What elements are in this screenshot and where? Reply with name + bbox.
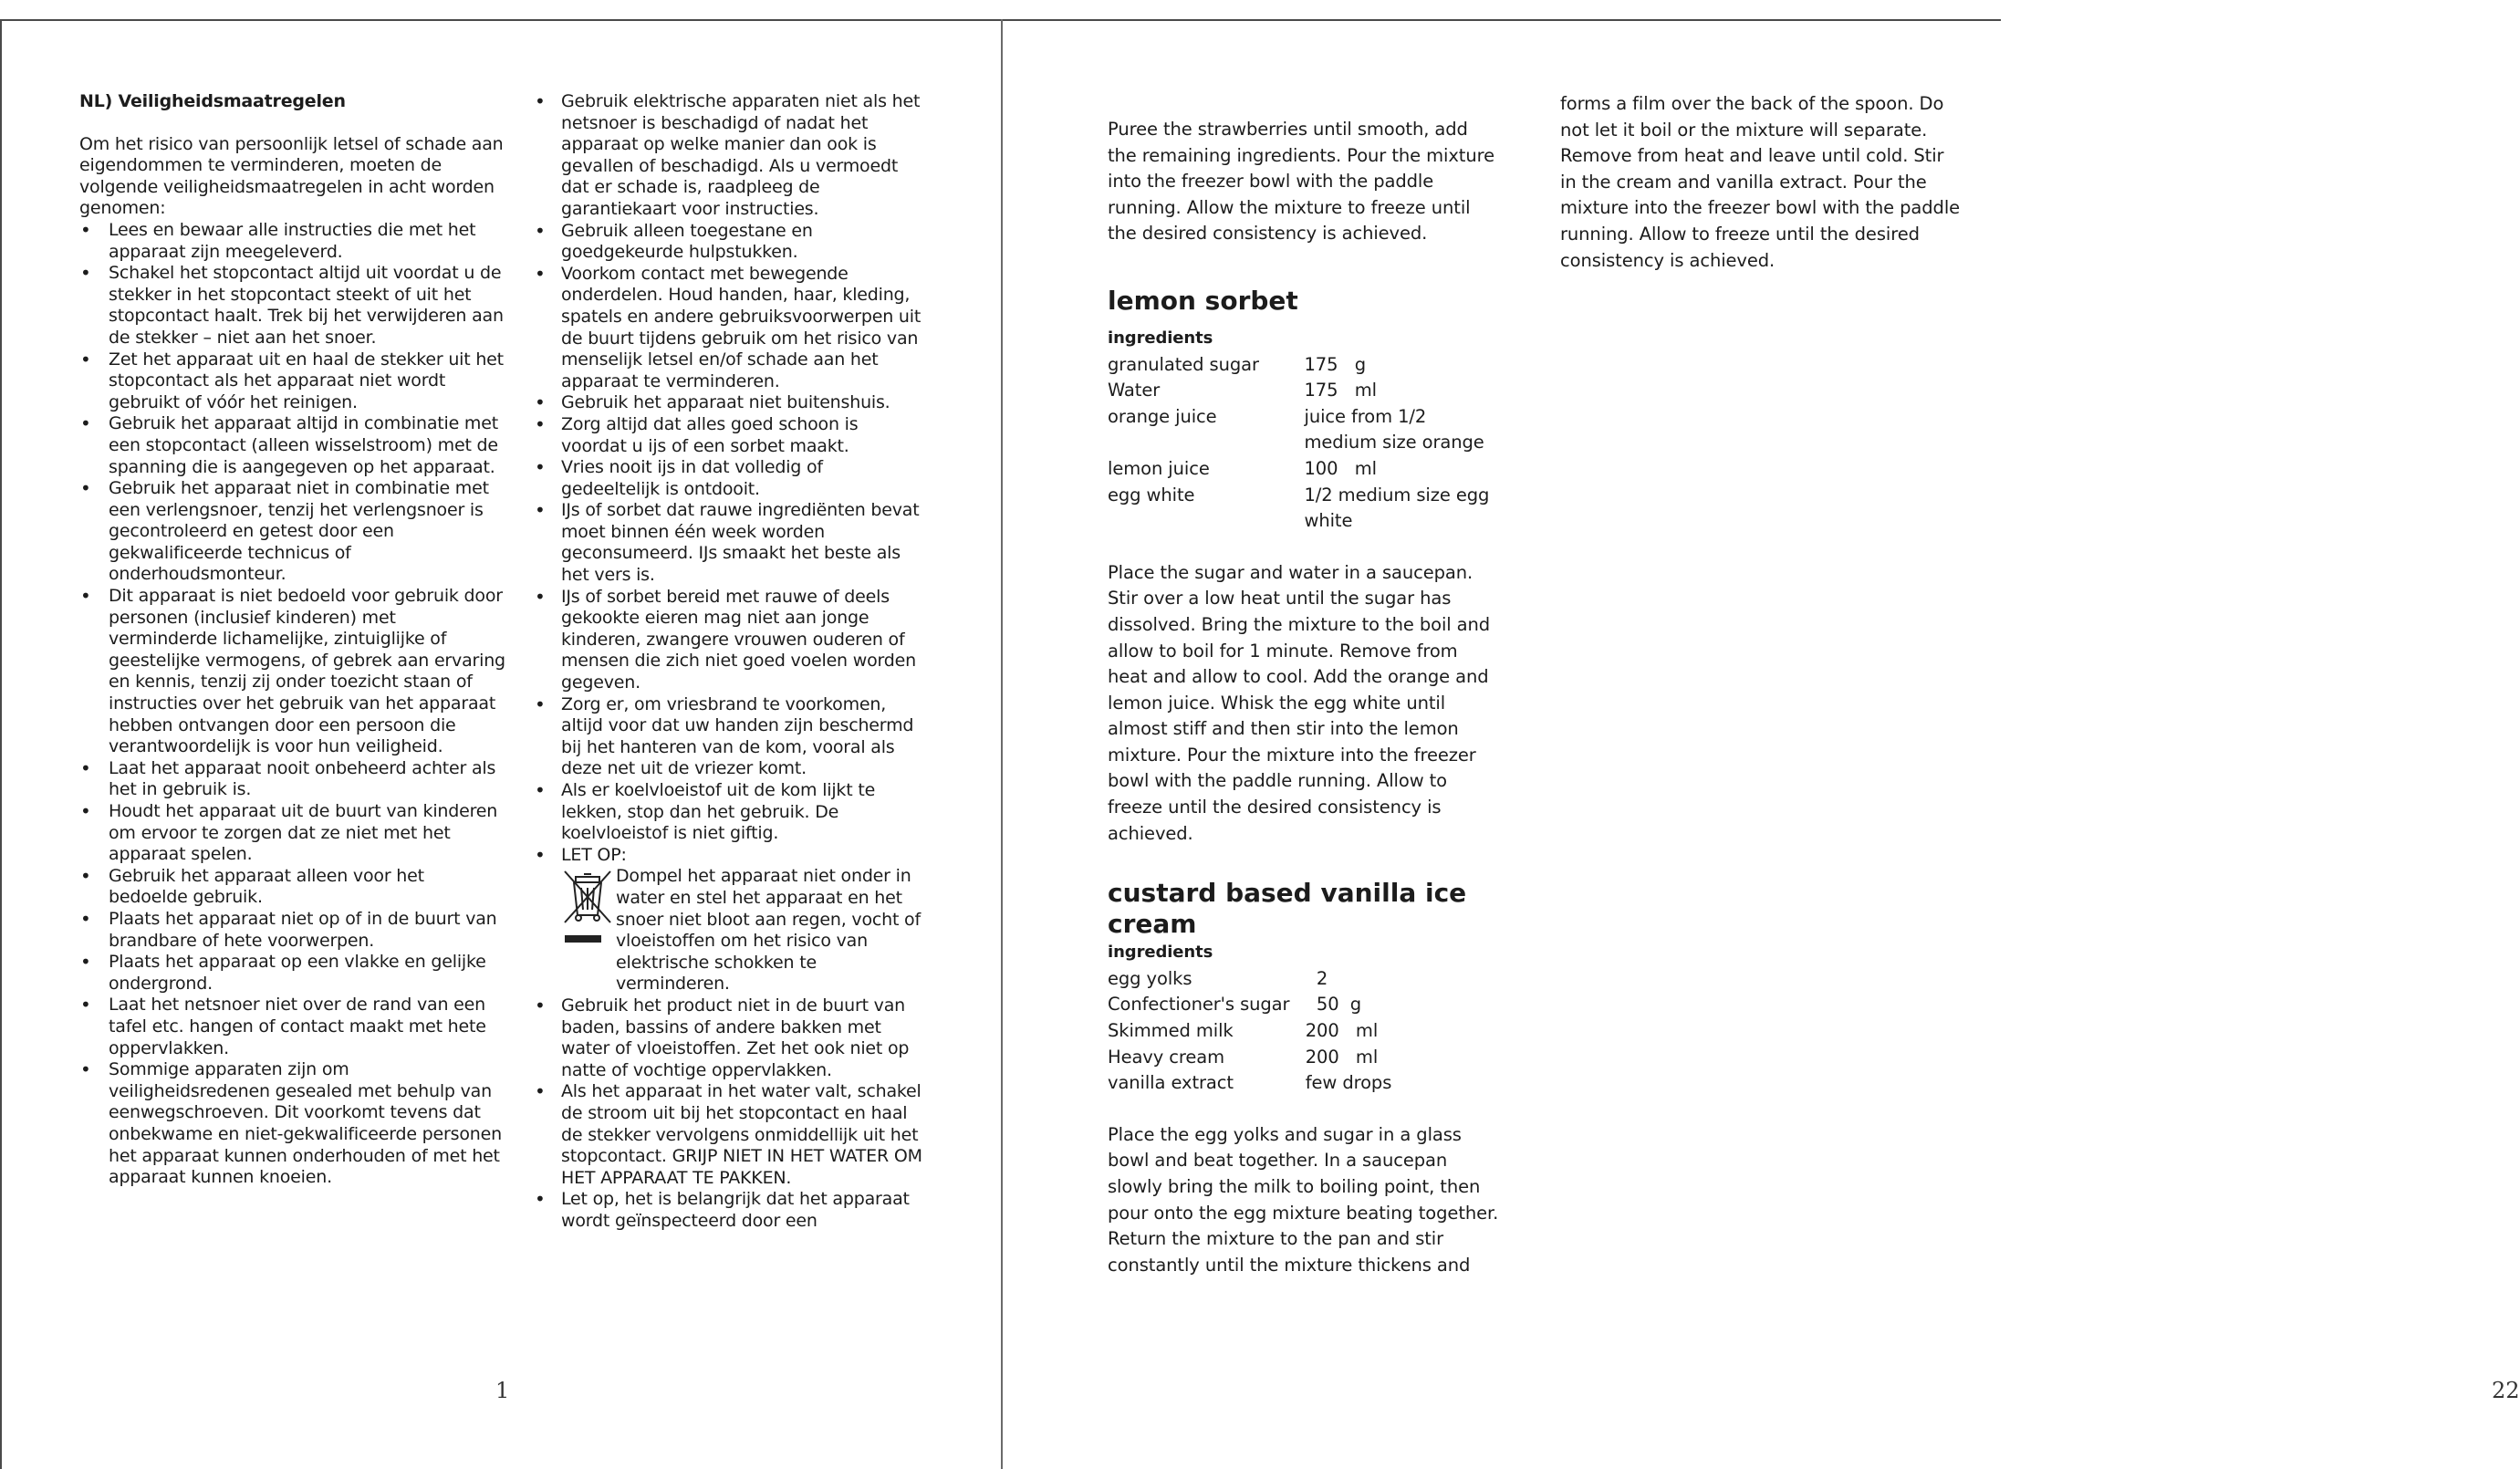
- list-item: • Zorg er, om vriesbrand te voorkomen, altijd voor dat uw handen zijn beschermd bij het hanteren van de kom, vooral als deze net uit de vriezer komt.: [534, 694, 926, 780]
- ingredient-row: [1108, 456, 1500, 483]
- safety-list-1: [79, 220, 508, 1189]
- list-item: • Dit apparaat is niet bedoeld voor gebruik door personen (inclusief kinderen) met verminderde lichamelijke, zintuiglijke of geestelijke vermogens, of gebrek aan ervaring en kennis, tenzij zij onder toezicht staan of instructies over het gebruik van het apparaat hebben ontvangen door een persoon die verantwoordelijk is voor hun veiligheid.: [79, 586, 508, 758]
- intro-paragraph: Om het risico van persoonlijk letsel of schade aan eigendommen te verminderen, moeten de volgende veiligheidsmaatregelen in acht worden genomen:: [79, 133, 504, 219]
- list-item: • Vries nooit ijs in dat volledig of gedeeltelijk is ontdooit.: [534, 457, 926, 500]
- list-item: • Houdt het apparaat uit de buurt van kinderen om ervoor te zorgen dat ze niet met het apparaat spelen.: [79, 801, 508, 866]
- list-item: • Laat het apparaat nooit onbeheerd achter als het in gebruik is.: [79, 758, 508, 801]
- ingredient-amount: 175 g: [1304, 353, 1366, 375]
- ingredient-name: granulated sugar: [1108, 353, 1259, 375]
- lemon-method: Place the sugar and water in a saucepan. Stir over a low heat until the sugar has dissolved. Bring the mixture to the boil and allow to boil for 1 minute. Remove from heat and allow to cool. Add the orange and lemon juice. Whisk the egg white until almost stiff and then stir into the lemon mixture. Pour the mixture into the freezer bowl with the paddle running. Allow to freeze until the desired consistency is achieved.: [1108, 561, 1491, 844]
- list-item: • Sommige apparaten zijn om veiligheidsredenen gesealed met behulp van eenwegschroeven. Dit voorkomt tevens dat onbekwame en niet-gekwalificeerde personen het apparaat kunnen onderhouden of met het apparaat kunnen knoeien.: [79, 1059, 508, 1189]
- safety-list-3: [534, 995, 926, 1233]
- ingredient-name: Skimmed milk: [1108, 1020, 1234, 1042]
- lemon-ingredients-table: [1108, 352, 1500, 535]
- ingredient-row: [1108, 352, 1500, 379]
- list-item: • Gebruik het apparaat niet buitenshuis.: [534, 392, 926, 414]
- list-item: • Laat het netsnoer niet over de rand van een tafel etc. hangen of contact maakt met hete oppervlakken.: [79, 995, 508, 1059]
- page-number-right: 22: [2492, 1378, 2520, 1403]
- list-item: • Schakel het stopcontact altijd uit voordat u de stekker in het stopcontact steekt of uit het stopcontact haalt. Trek bij het verwijderen aan de stekker – niet aan het snoer.: [79, 263, 508, 349]
- crossed-out-bin-icon: [561, 866, 616, 952]
- ingredient-amount: 175 ml: [1304, 380, 1377, 401]
- right-column-2: [1560, 91, 1962, 274]
- ingredient-row: [1108, 992, 1500, 1018]
- right-page: [1003, 0, 2520, 1469]
- list-item: • Zet het apparaat uit en haal de stekker uit het stopcontact als het apparaat niet wordt gebruikt of vóór het reinigen.: [79, 349, 508, 414]
- list-item: • LET OP:: [534, 845, 926, 867]
- list-item: • Gebruik alleen toegestane en goedgekeurde hulpstukken.: [534, 221, 926, 264]
- list-item: • IJs of sorbet dat rauwe ingrediënten bevat moet binnen één week worden geconsumeerd. IJs smaakt het beste als het vers is.: [534, 500, 926, 586]
- ingredient-amount: 200 ml: [1305, 1020, 1379, 1042]
- ingredient-name: Water: [1108, 380, 1161, 401]
- custard-ingredients-table: [1108, 966, 1500, 1097]
- list-item: • Gebruik het apparaat alleen voor het bedoelde gebruik.: [79, 866, 508, 909]
- ingredient-name: egg white: [1108, 484, 1195, 505]
- ingredient-amount: 200 ml: [1305, 1046, 1379, 1068]
- strawberry-method: Puree the strawberries until smooth, add the remaining ingredients. Pour the mixture into the freezer bowl with the paddle running. Allow the mixture to freeze until the desired consistency is achieved.: [1108, 119, 1494, 245]
- warning-block: [561, 866, 926, 995]
- custard-method-start: Place the egg yolks and sugar in a glass bowl and beat together. In a saucepan slowly bring the milk to boiling point, then pour onto the egg mixture beating together. Return the mixture to the pan and stir constantly until the mixture thickens and: [1108, 1123, 1499, 1276]
- right-column-1: [1108, 117, 1500, 1278]
- section-title: NL) Veiligheidsmaatregelen: [79, 91, 346, 111]
- custard-ingredients-heading: ingredients: [1108, 943, 1213, 963]
- ingredient-row: [1108, 966, 1500, 993]
- list-item: • Let op, het is belangrijk dat het apparaat wordt geïnspecteerd door een: [534, 1189, 926, 1232]
- ingredient-name: lemon juice: [1108, 457, 1210, 479]
- custard-title: custard based vanilla ice cream: [1108, 878, 1467, 940]
- ingredient-amount: 2: [1305, 967, 1328, 989]
- ingredient-name: vanilla extract: [1108, 1072, 1234, 1094]
- list-item: • Plaats het apparaat niet op of in de buurt van brandbare of hete voorwerpen.: [79, 909, 508, 952]
- list-item: • IJs of sorbet bereid met rauwe of deels gekookte eieren mag niet aan jonge kinderen, zwangere vrouwen ouderen of mensen die zich niet goed voelen worden gegeven.: [534, 587, 926, 694]
- ingredient-row: [1108, 1070, 1500, 1097]
- list-item: • Zorg altijd dat alles goed schoon is voordat u ijs of een sorbet maakt.: [534, 414, 926, 457]
- left-column-2: [534, 91, 926, 1232]
- list-item: • Gebruik het apparaat altijd in combinatie met een stopcontact (alleen wisselstroom) met de spanning die is aangegeven op het apparaat.: [79, 413, 508, 478]
- list-item: • Gebruik het product niet in de buurt van baden, bassins of andere bakken met water of vloeistoffen. Zet het ook niet op natte of vochtige oppervlakken.: [534, 995, 926, 1081]
- list-item: • Plaats het apparaat op een vlakke en gelijke ondergrond.: [79, 952, 508, 995]
- warning-text: Dompel het apparaat niet onder in water en stel het apparaat en het snoer niet bloot aan regen, vocht of vloeistoffen om het risico van elektrische schokken te verminderen.: [616, 866, 921, 995]
- ingredient-name: Confectioner's sugar: [1108, 994, 1290, 1016]
- list-item: • Voorkom contact met bewegende onderdelen. Houd handen, haar, kleding, spatels en andere gebruiksvoorwerpen uit de buurt tijdens gebruik om het risico van menselijk letsel en/of schade aan het apparaat te verminderen.: [534, 264, 926, 393]
- lemon-ingredients-heading: ingredients: [1108, 328, 1213, 348]
- ingredient-amount: juice from 1/2 medium size orange: [1304, 405, 1484, 453]
- list-item: • Gebruik het apparaat niet in combinatie met een verlengsnoer, tenzij het verlengsnoer is gecontroleerd en getest door een gekwalificeerde technicus of onderhoudsmonteur.: [79, 478, 508, 586]
- list-item: • Als het apparaat in het water valt, schakel de stroom uit bij het stopcontact en haal de stekker vervolgens onmiddellijk uit het stopcontact. GRIJP NIET IN HET WATER OM HET APPARAAT TE PAKKEN.: [534, 1081, 926, 1189]
- ingredient-amount: 50 g: [1305, 994, 1362, 1016]
- safety-list-2: [534, 91, 926, 866]
- ingredient-row: [1108, 404, 1500, 456]
- ingredient-row: [1108, 1018, 1500, 1045]
- lemon-sorbet-title: lemon sorbet: [1108, 285, 1298, 316]
- ingredient-amount: 100 ml: [1304, 457, 1377, 479]
- left-page: [0, 0, 1001, 1469]
- ingredient-row: [1108, 378, 1500, 404]
- list-item: • Lees en bewaar alle instructies die met het apparaat zijn meegeleverd.: [79, 220, 508, 263]
- ingredient-amount: 1/2 medium size egg white: [1304, 484, 1495, 532]
- ingredient-amount: few drops: [1305, 1072, 1392, 1094]
- list-item: • Als er koelvloeistof uit de kom lijkt te lekken, stop dan het gebruik. De koelvloeistof is niet giftig.: [534, 780, 926, 845]
- page-number-left: 1: [495, 1378, 510, 1403]
- left-column-1: [79, 91, 508, 1189]
- custard-method-continued: forms a film over the back of the spoon. Do not let it boil or the mixture will separate. Remove from heat and leave until cold. Stir in the cream and vanilla extract. Pour the mixture into the freezer bowl with the paddle running. Allow to freeze until the desired consistency is achieved.: [1560, 93, 1961, 271]
- list-item: • Gebruik elektrische apparaten niet als het netsnoer is beschadigd of nadat het apparaat op welke manier dan ook is gevallen of beschadigd. Als u vermoedt dat er schade is, raadpleeg de garantiekaart voor instructies.: [534, 91, 926, 221]
- ingredient-row: [1108, 1045, 1500, 1071]
- ingredient-name: Heavy cream: [1108, 1046, 1225, 1068]
- ingredient-row: [1108, 483, 1500, 535]
- ingredient-name: orange juice: [1108, 405, 1217, 427]
- ingredient-name: egg yolks: [1108, 967, 1192, 989]
